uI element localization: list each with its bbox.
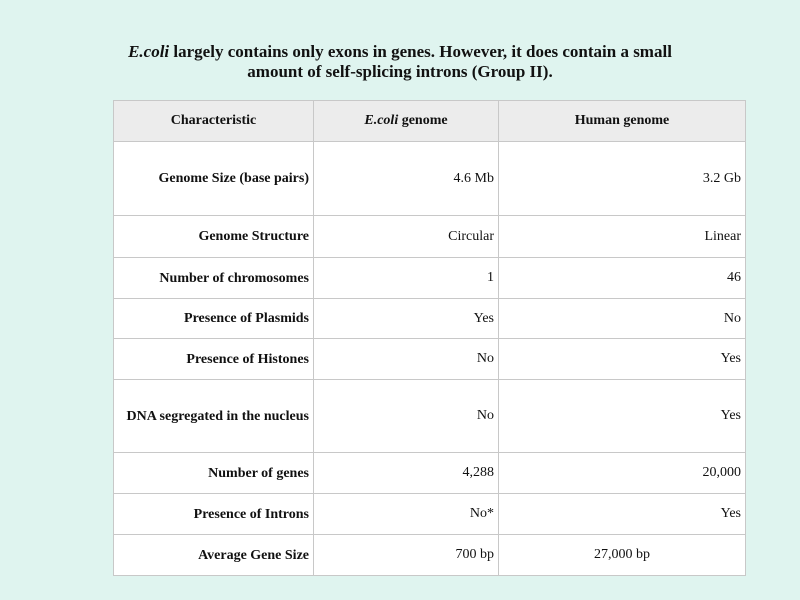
row-human-value: 27,000 bp [499, 535, 746, 576]
row-characteristic: Presence of Histones [114, 339, 314, 380]
row-characteristic: Average Gene Size [114, 535, 314, 576]
table-row [114, 299, 746, 339]
table-row [114, 494, 746, 535]
row-characteristic: Genome Structure [114, 216, 314, 258]
row-human-value: 20,000 [499, 453, 746, 494]
header-ecoli-rest: genome [398, 113, 448, 128]
header-ecoli-italic: E.coli [364, 113, 399, 128]
table-row [114, 142, 746, 216]
row-human-value: Yes [499, 339, 746, 380]
row-ecoli-value: No* [314, 494, 499, 535]
title-ecoli-italic: E.coli [128, 42, 170, 61]
table-row [114, 216, 746, 258]
row-characteristic: Number of chromosomes [114, 258, 314, 299]
row-characteristic: Presence of Plasmids [114, 299, 314, 339]
header-ecoli-genome [314, 101, 499, 142]
row-characteristic: Number of genes [114, 453, 314, 494]
header-human-genome: Human genome [499, 101, 746, 142]
table-row [114, 258, 746, 299]
genome-comparison-table [113, 100, 746, 576]
table-header-row [114, 101, 746, 142]
row-ecoli-value: Yes [314, 299, 499, 339]
row-ecoli-value: No [314, 339, 499, 380]
table-row [114, 453, 746, 494]
row-characteristic: Presence of Introns [114, 494, 314, 535]
title-line-1 [0, 42, 800, 62]
header-characteristic: Characteristic [114, 101, 314, 142]
row-characteristic: DNA segregated in the nucleus [114, 380, 314, 453]
row-ecoli-value: No [314, 380, 499, 453]
row-human-value: No [499, 299, 746, 339]
row-human-value: Yes [499, 494, 746, 535]
table-row [114, 380, 746, 453]
row-characteristic: Genome Size (base pairs) [114, 142, 314, 216]
row-ecoli-value: 4.6 Mb [314, 142, 499, 216]
title-line-1-text: largely contains only exons in genes. However, it does contain a small [169, 42, 672, 61]
row-human-value: 46 [499, 258, 746, 299]
row-ecoli-value: 1 [314, 258, 499, 299]
row-human-value: 3.2 Gb [499, 142, 746, 216]
row-human-value: Linear [499, 216, 746, 258]
row-ecoli-value: 4,288 [314, 453, 499, 494]
row-human-value: Yes [499, 380, 746, 453]
page-title [0, 42, 800, 82]
table-row [114, 535, 746, 576]
row-ecoli-value: 700 bp [314, 535, 499, 576]
table-row [114, 339, 746, 380]
title-line-2: amount of self-splicing introns (Group II). [247, 62, 553, 81]
row-ecoli-value: Circular [314, 216, 499, 258]
